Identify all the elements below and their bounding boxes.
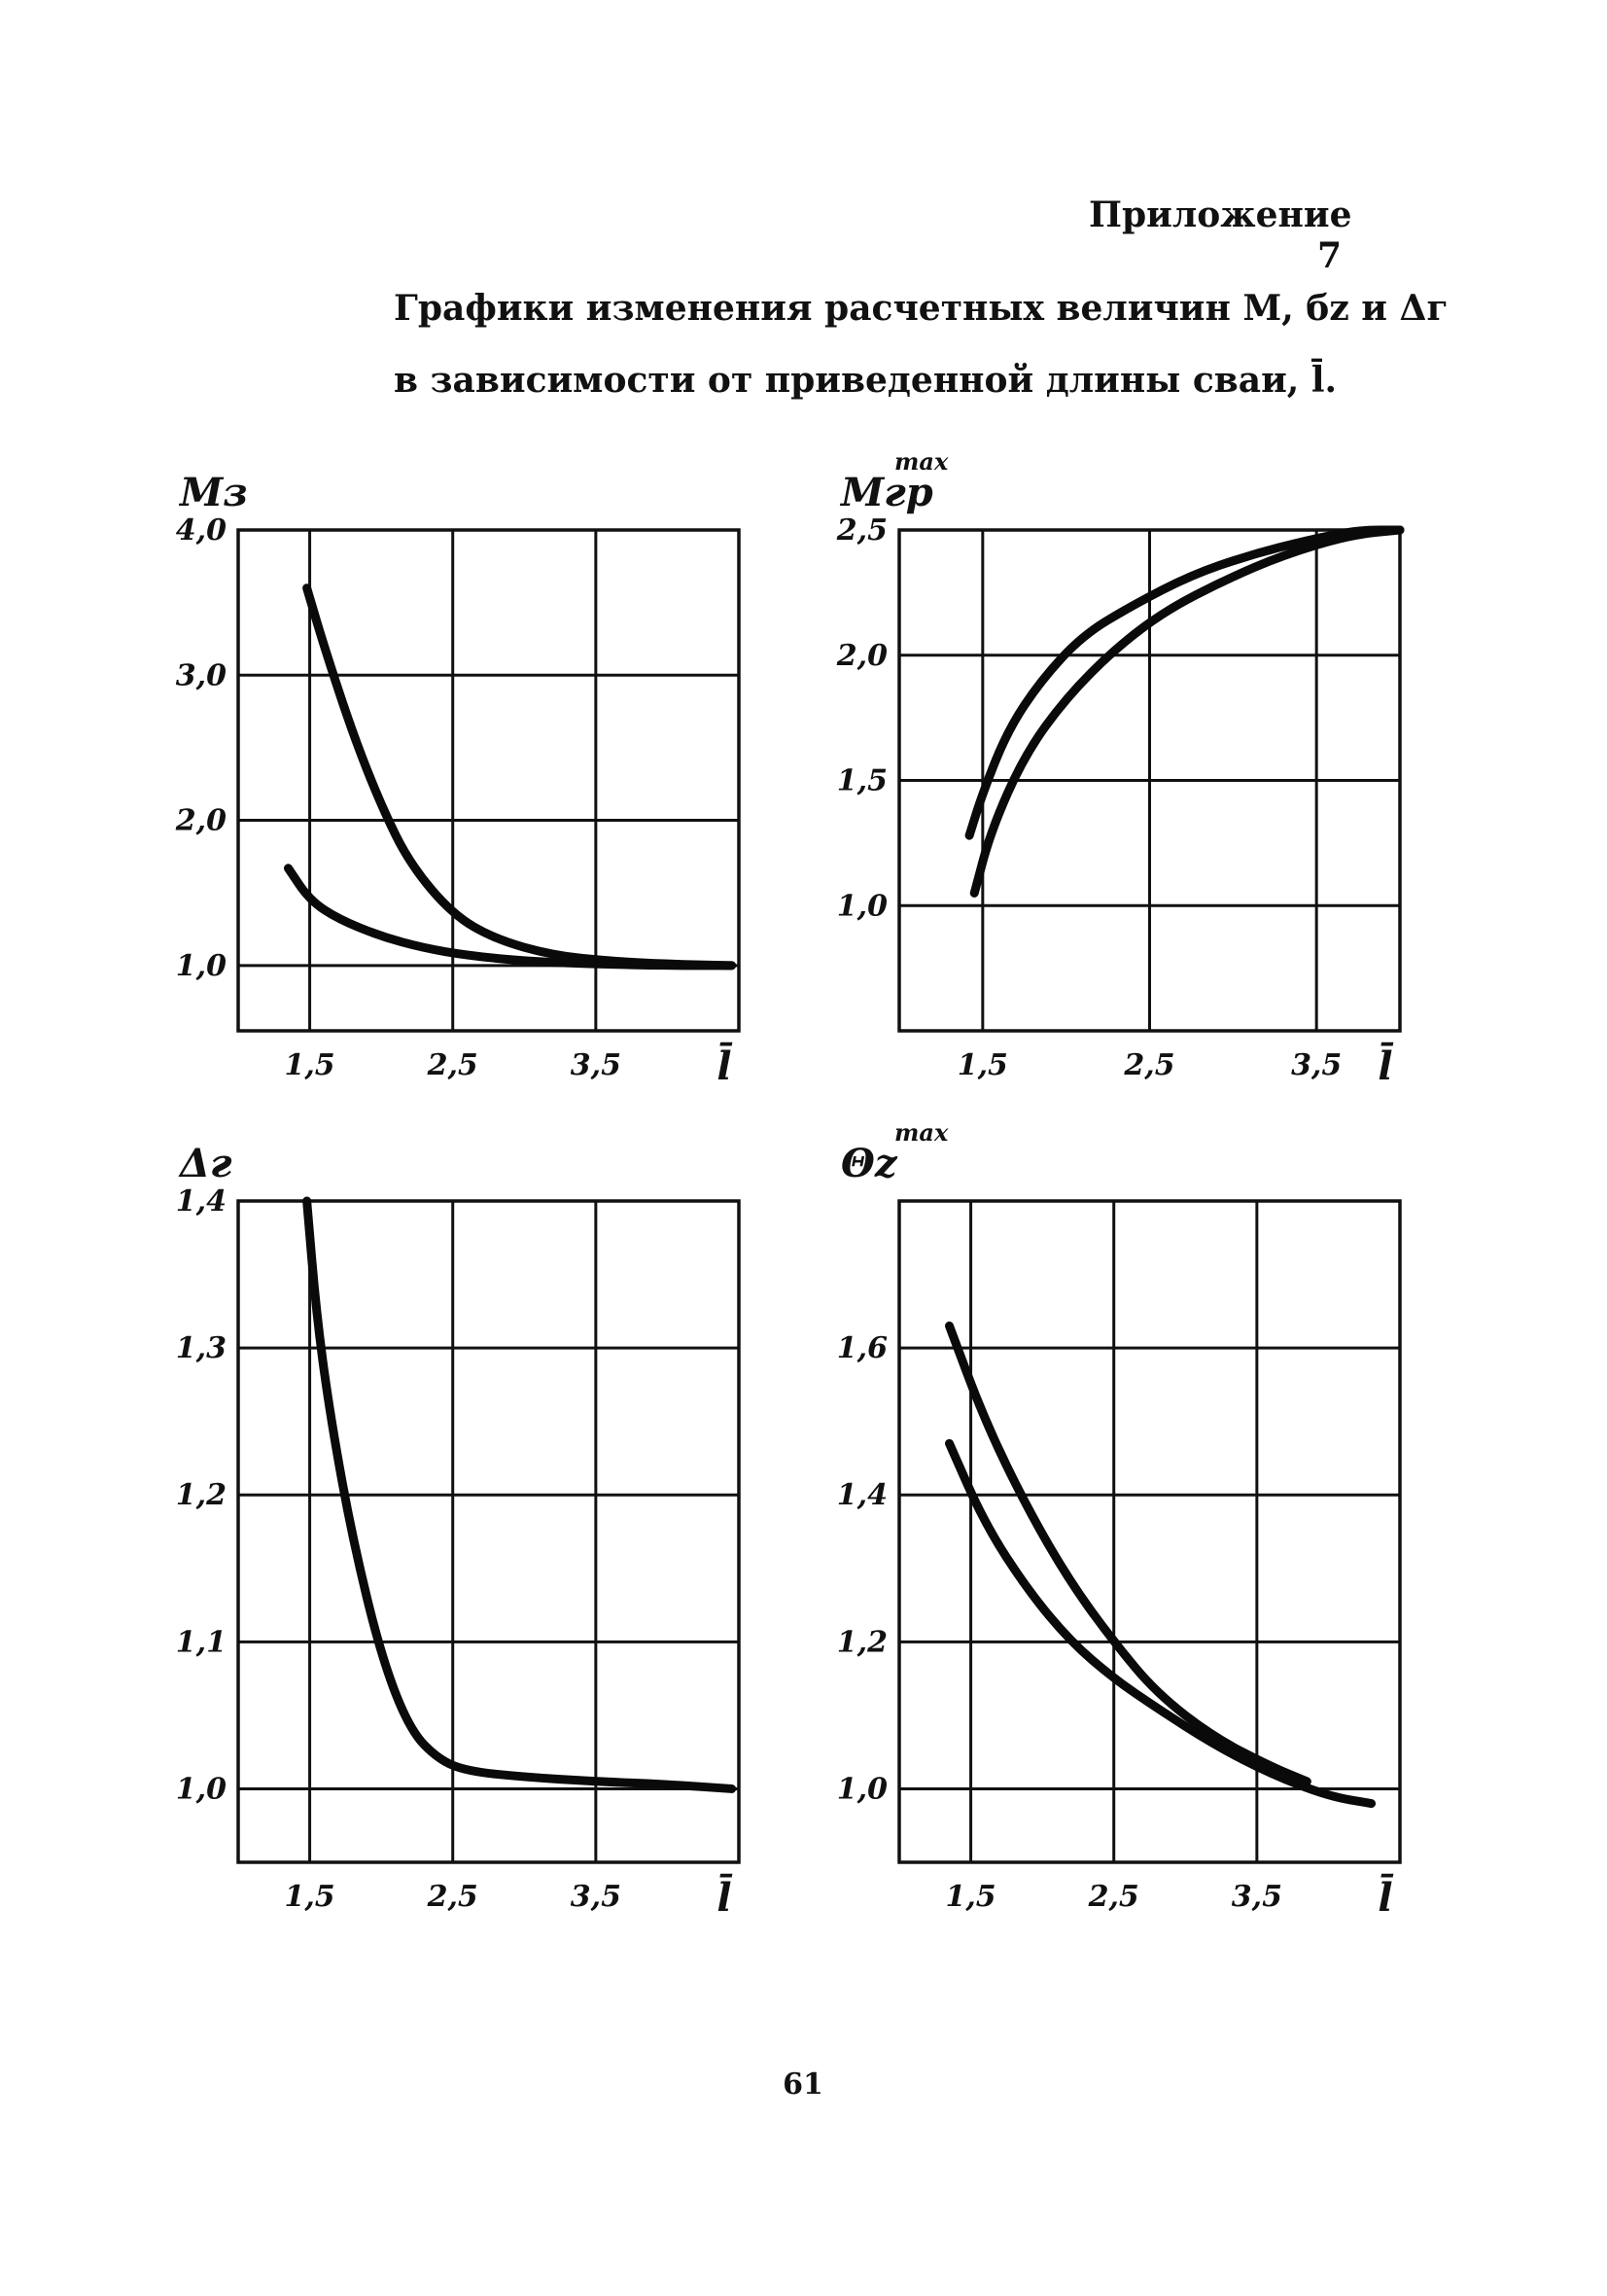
y-axis-label-superscript: max — [894, 447, 949, 476]
x-tick-label: 1,5 — [284, 1880, 335, 1914]
chart-max-rotation — [817, 1118, 1439, 1921]
x-tick-label: 2,5 — [427, 1048, 478, 1082]
chart-delta-ground — [156, 1138, 778, 1921]
page-number: 61 — [783, 2067, 823, 2102]
y-tick-label: 1,6 — [836, 1331, 888, 1366]
appendix-label: Приложение 7 — [1089, 194, 1352, 276]
y-tick-label: 1,2 — [175, 1478, 227, 1513]
x-tick-label: 1,5 — [945, 1880, 996, 1914]
plot-frame — [899, 1201, 1400, 1862]
y-tick-label: 1,0 — [836, 1772, 888, 1807]
x-tick-label: 3,5 — [1231, 1880, 1282, 1914]
y-axis-label: Mгр — [841, 470, 933, 515]
y-axis-label: Mз — [180, 470, 248, 515]
y-tick-label: 1,5 — [836, 763, 888, 798]
y-tick-label: 2,0 — [175, 803, 227, 838]
series-line-2 — [950, 1443, 1372, 1803]
y-tick-label: 1,2 — [836, 1625, 888, 1660]
y-tick-label: 3,0 — [175, 658, 227, 693]
y-tick-label: 1,0 — [175, 948, 227, 983]
y-tick-label: 1,4 — [836, 1478, 888, 1513]
series-line-1 — [307, 588, 732, 966]
figure-title-line-1: Графики изменения расчетных величин М, бz и Δг — [394, 288, 1449, 329]
chart-moment — [156, 447, 778, 1099]
x-tick-label: 3,5 — [570, 1880, 621, 1914]
figure-title-line-2: в зависимости от приведенной длины сваи, l̄. — [394, 360, 1338, 401]
y-tick-label: 2,5 — [836, 513, 888, 548]
x-tick-label: 1,5 — [957, 1048, 1008, 1082]
x-tick-label: 1,5 — [284, 1048, 335, 1082]
y-tick-label: 1,3 — [175, 1331, 227, 1366]
x-tick-label: 2,5 — [1124, 1048, 1175, 1082]
y-tick-label: 1,4 — [175, 1184, 227, 1219]
x-tick-label: 2,5 — [1088, 1880, 1139, 1914]
x-axis-label: l̄ — [1378, 1043, 1393, 1089]
series-line-2 — [289, 868, 732, 966]
y-tick-label: 1,0 — [175, 1772, 227, 1807]
y-tick-label: 4,0 — [175, 513, 227, 548]
series-line-2 — [974, 530, 1400, 893]
series-line-1 — [969, 530, 1400, 835]
x-axis-label: l̄ — [1378, 1875, 1393, 1921]
x-axis-label: l̄ — [716, 1875, 732, 1921]
x-axis-label: l̄ — [716, 1043, 732, 1089]
y-axis-label: Δг — [180, 1141, 232, 1186]
y-tick-label: 1,1 — [175, 1625, 227, 1660]
y-axis-label: Θz — [841, 1141, 897, 1186]
x-tick-label: 3,5 — [1291, 1048, 1343, 1082]
y-tick-label: 1,0 — [836, 889, 888, 924]
x-tick-label: 3,5 — [570, 1048, 621, 1082]
y-tick-label: 2,0 — [836, 638, 888, 673]
x-tick-label: 2,5 — [427, 1880, 478, 1914]
y-axis-label-superscript: max — [894, 1118, 949, 1147]
chart-max-moment-ground — [817, 447, 1439, 1099]
